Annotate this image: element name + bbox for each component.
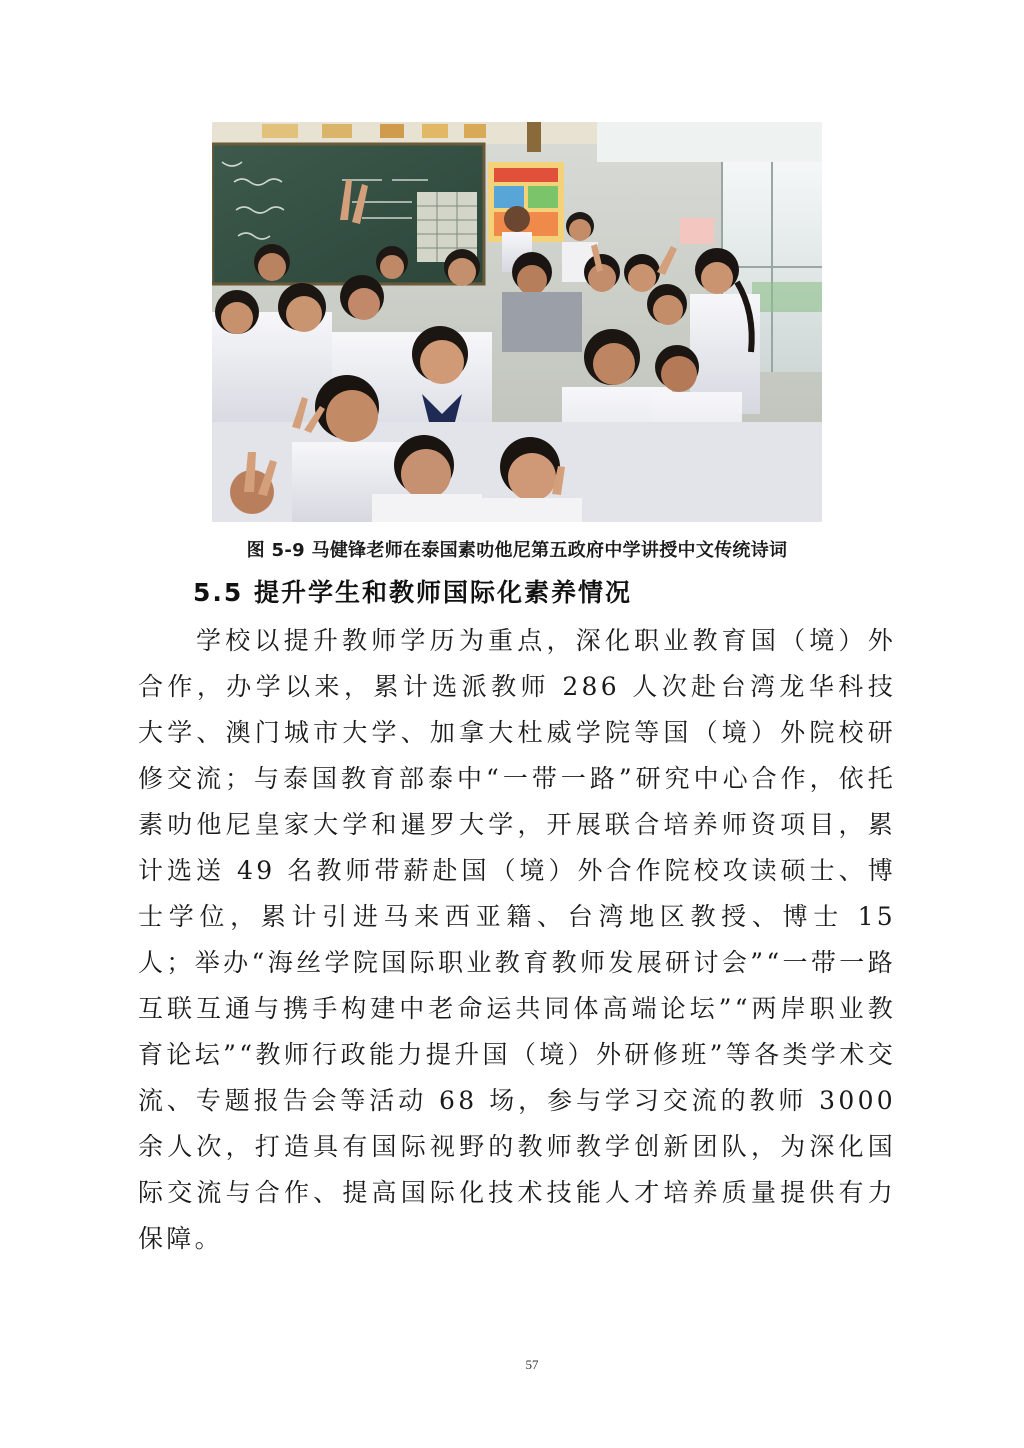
section-heading: 5.5 提升学生和教师国际化素养情况 (193, 578, 632, 607)
page-number: 57 (525, 1357, 539, 1372)
figure-caption: 图 5-9 马健锋老师在泰国素叻他尼第五政府中学讲授中文传统诗词 (246, 540, 788, 561)
body-paragraph: 学校以提升教师学历为重点，深化职业教育国（境）外合作，办学以来，累计选派教师 286 人次赴台湾龙华科技大学、澳门城市大学、加拿大杜威学院等国（境）外院校研修交流；与泰国教育部泰中“一带一路”研究中心合作，依托素叻他尼皇家大学和暹罗大学，开展联合培养师资项目，累计选送 49 名教师带薪赴国（境）外合作院校攻读硕士、博士学位，累计引进马来西亚籍、台湾地区教授、博士 15 人；举办“海丝学院国际职业教育教师发展研讨会”“一带一路互联互通与携手构建中老命运共同体高端论坛”“两岸职业教育论坛”“教师行政能力提升国（境）外研修班”等各类学术交流、专题报告会等活动 68 场，参与学习交流的教师 3000 余人次，打造具有国际视野的教师教学创新团队，为深化国际交流与合作、提高国际化技术技能人才培养质量提供有力保障。 (138, 626, 896, 1253)
classroom-photo (212, 122, 822, 522)
